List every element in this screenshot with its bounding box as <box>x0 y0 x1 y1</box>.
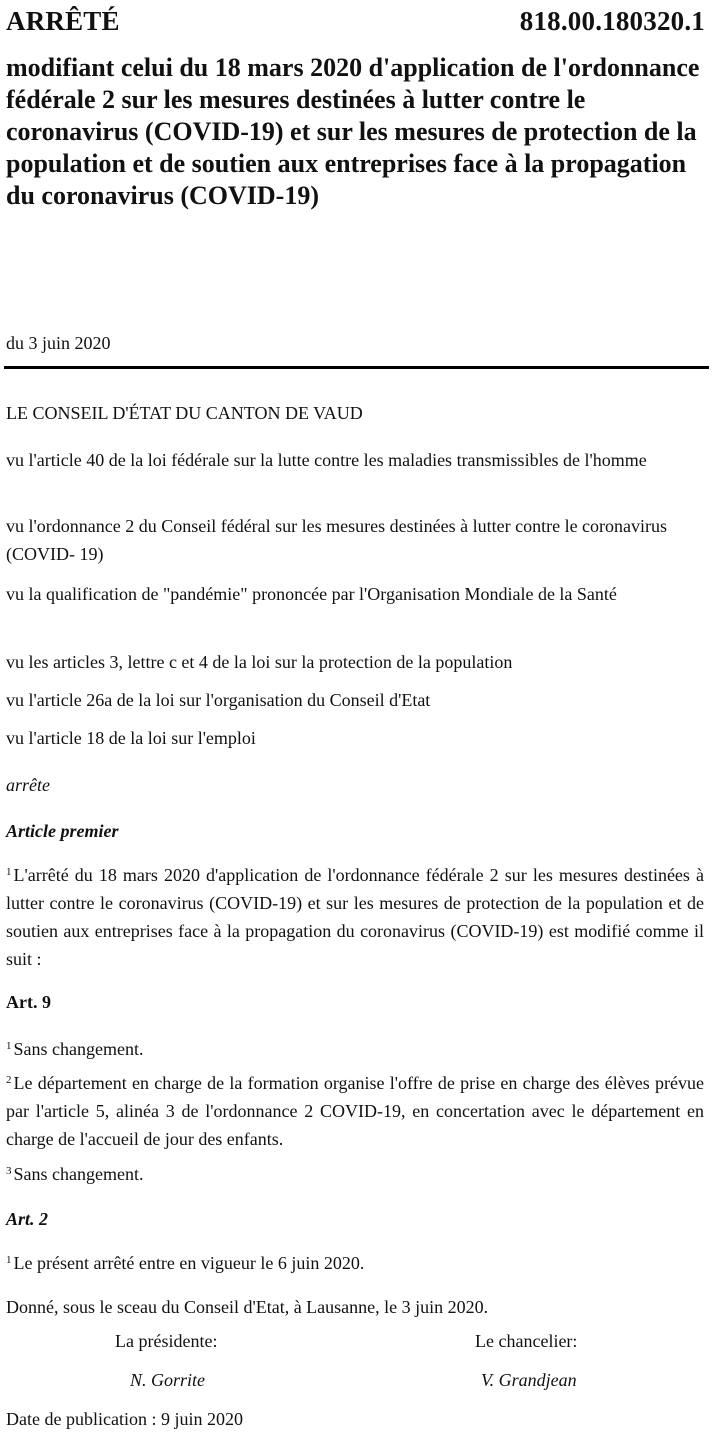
art9-heading: Art. 9 <box>6 992 51 1012</box>
considerant-item: vu l'article 26a de la loi sur l'organisation du Conseil d'Etat <box>6 690 431 710</box>
article-premier-paragraph-1 <box>6 861 704 973</box>
arrete-word: arrête <box>6 775 50 795</box>
art9-paragraph-1 <box>6 1035 704 1063</box>
considerant-item: vu l'article 18 de la loi sur l'emploi <box>6 728 256 748</box>
article-premier-heading: Article premier <box>6 821 119 841</box>
document-title: modifiant celui du 18 mars 2020 d'application de l'ordonnance fédérale 2 sur les mesures destinées à lutter contre le coronavirus (COVID-19) et sur les mesures de protection de la population et de soutien aux entreprises face à la propagation du coronavirus (COVID-19) <box>6 53 700 210</box>
paragraph-number: 1 <box>6 1254 12 1266</box>
chancellor-name: V. Grandjean <box>481 1370 577 1390</box>
president-label: La présidente: <box>115 1331 218 1351</box>
paragraph-number: 2 <box>6 1074 12 1086</box>
header-divider <box>4 366 709 369</box>
document-reference: 818.00.180320.1 <box>519 6 705 36</box>
given-statement: Donné, sous le sceau du Conseil d'Etat, à Lausanne, le 3 juin 2020. <box>6 1297 489 1317</box>
paragraph-number: 3 <box>6 1165 12 1177</box>
art9-paragraph-3 <box>6 1160 704 1188</box>
document-type: ARRÊTÉ <box>6 6 120 36</box>
art2-paragraph-1 <box>6 1249 704 1277</box>
considerant-item: vu la qualification de "pandémie" prononcée par l'Organisation Mondiale de la Santé <box>6 584 617 604</box>
considerant-item: vu les articles 3, lettre c et 4 de la loi sur la protection de la population <box>6 652 513 672</box>
paragraph-number: 1 <box>6 1040 12 1052</box>
document-header <box>6 6 705 40</box>
paragraph-text: Sans changement. <box>13 1164 144 1184</box>
publication-date: Date de publication : 9 juin 2020 <box>6 1409 243 1429</box>
considerant-item: vu l'article 40 de la loi fédérale sur la lutte contre les maladies transmissibles de l'homme <box>6 450 647 470</box>
considerant-item: vu l'ordonnance 2 du Conseil fédéral sur les mesures destinées à lutter contre le coronavirus (COVID- 19) <box>6 516 668 564</box>
issuing-authority: LE CONSEIL D'ÉTAT DU CANTON DE VAUD <box>6 403 363 423</box>
chancellor-label: Le chancelier: <box>475 1331 578 1351</box>
paragraph-text: Sans changement. <box>13 1039 144 1059</box>
art9-paragraph-2 <box>6 1069 704 1153</box>
paragraph-text: L'arrêté du 18 mars 2020 d'application de l'ordonnance fédérale 2 sur les mesures destinées à lutter contre le coronavirus (COVID-19) et sur les mesures de protection de la population et de soutien aux entreprises face à la propagation du coronavirus (COVID-19) est modifié comme il suit : <box>6 865 704 969</box>
paragraph-text: Le présent arrêté entre en vigueur le 6 juin 2020. <box>13 1253 365 1273</box>
paragraph-number: 1 <box>6 866 12 878</box>
art2-heading: Art. 2 <box>6 1209 49 1229</box>
document-date: du 3 juin 2020 <box>6 333 111 353</box>
paragraph-text: Le département en charge de la formation organise l'offre de prise en charge des élèves prévue par l'article 5, alinéa 3 de l'ordonnance 2 COVID-19, en concertation avec le département en charge de l'accueil de jour des enfants. <box>6 1073 704 1149</box>
president-name: N. Gorrite <box>130 1370 206 1390</box>
